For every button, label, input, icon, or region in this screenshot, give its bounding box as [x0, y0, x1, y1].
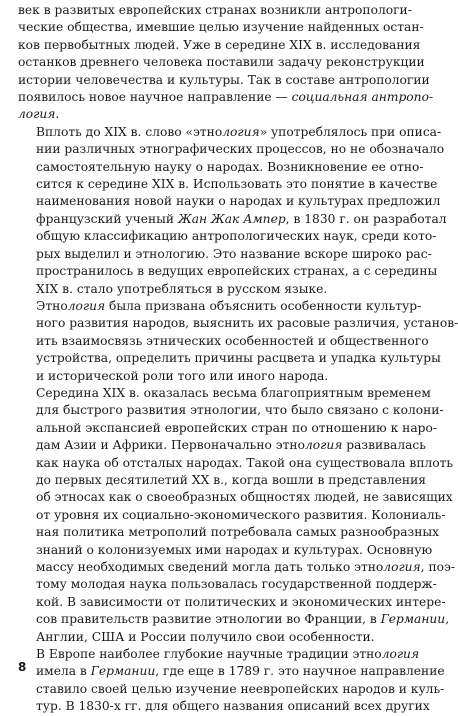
- text-line: останков древнего человека поставили задачу реконструкции: [18, 55, 425, 70]
- text-line: и исторической роли того или иного народа.: [36, 368, 329, 383]
- text-line: появилось новое научное направление — социальная антропо-: [18, 90, 434, 105]
- text-line: истории человечества и культуры. Так в составе антропологии: [18, 72, 430, 87]
- text-line: тур. В 1830-х гг. для общего названия описаний всех других: [36, 699, 430, 714]
- text-line: сов правительств развитие этнологии во Франции, в Германии,: [36, 612, 450, 627]
- text-line: для быстрого развития этнологии, что было связано с колони-: [36, 403, 444, 418]
- text-line: Этнология была призвана объяснить особенности культур-: [36, 298, 422, 313]
- text-line: XIX в. стало употребляться в русском языке.: [36, 281, 328, 296]
- text-line: французский ученый Жан Жак Ампер, в 1830 г. он разработал: [36, 211, 447, 226]
- text-line: тому молодая наука пользовалась государственной поддерж-: [36, 577, 437, 592]
- text-line: устройства, определить причины расцвета и упадка культуры: [36, 351, 441, 366]
- text-line: Англии, США и России получило свои особенности.: [36, 629, 375, 644]
- paragraph: [18, 646, 445, 716]
- text-line: самостоятельную науку о народах. Возникновение ее отно-: [36, 159, 424, 174]
- text-line: Вплоть до XIX в. слово «этнология» употреблялось при описа-: [36, 124, 442, 139]
- text-line: нии различных этнографических процессов, но не обозначало: [36, 142, 445, 157]
- text-line: общую классификацию антропологических наук, среди кото-: [36, 229, 437, 244]
- paragraph: [18, 124, 447, 298]
- page-text: [18, 2, 458, 716]
- text-line: как наука об отсталых народах. Такой она существовала вплоть: [36, 455, 454, 470]
- text-line: ков первобытных людей. Уже в середине XIX в. исследования: [18, 37, 421, 52]
- paragraph: [18, 385, 455, 646]
- text-line: об этносах как о своеобразных общностях людей, не зависящих: [36, 490, 453, 505]
- text-line: имела в Германии, где еще в 1789 г. это научное направление: [36, 664, 445, 679]
- text-line: пространилось в ведущих европейских странах, а с середины: [36, 264, 438, 279]
- text-line: ная политика метрополий потребовала самых разнообразных: [36, 525, 440, 540]
- text-line: массу необходимых сведений могла дать только этнология, поэ-: [36, 560, 455, 574]
- text-line: до первых десятилетий XX в., когда вошли в представления: [36, 472, 426, 487]
- paragraph: [18, 2, 434, 124]
- text-line: рых выделил и этнологию. Это название вскоре широко рас-: [36, 246, 432, 261]
- text-line: дам Азии и Африки. Первоначально этнология развивалась: [36, 438, 426, 453]
- page-number: 8: [18, 660, 27, 674]
- text-line: В Европе наиболее глубокие научные традиции этнология: [36, 647, 420, 662]
- text-line: ного развития народов, выяснить их расовые различия, установ-: [36, 316, 458, 331]
- text-line: от уровня их социально-экономического развития. Колониаль-: [36, 507, 446, 522]
- text-line: ставило своей целью изучение неевропейских народов и куль-: [36, 681, 445, 696]
- text-line: ить взаимосвязь этнических особенностей и общественного: [36, 333, 429, 348]
- text-line: альной экспансией европейских стран по отношению к наро-: [36, 420, 437, 435]
- text-line: ческие общества, имевшие целью изучение найденных остан-: [18, 20, 424, 35]
- paragraph: [18, 298, 458, 385]
- text-line: Середина XIX в. оказалась весьма благоприятным временем: [36, 385, 431, 400]
- text-line: наименования новой науки о народах и культурах предложил: [36, 194, 441, 209]
- text-line: век в развитых европейских странах возникли антропологи-: [18, 3, 412, 17]
- text-line: кой. В зависимости от политических и экономических интере-: [36, 594, 446, 609]
- text-line: знаний о колонизуемых ими народах и культурах. Основную: [36, 542, 433, 557]
- text-line: логия.: [18, 107, 60, 122]
- text-line: сится к середине XIX в. Использовать это понятие в качестве: [36, 177, 438, 192]
